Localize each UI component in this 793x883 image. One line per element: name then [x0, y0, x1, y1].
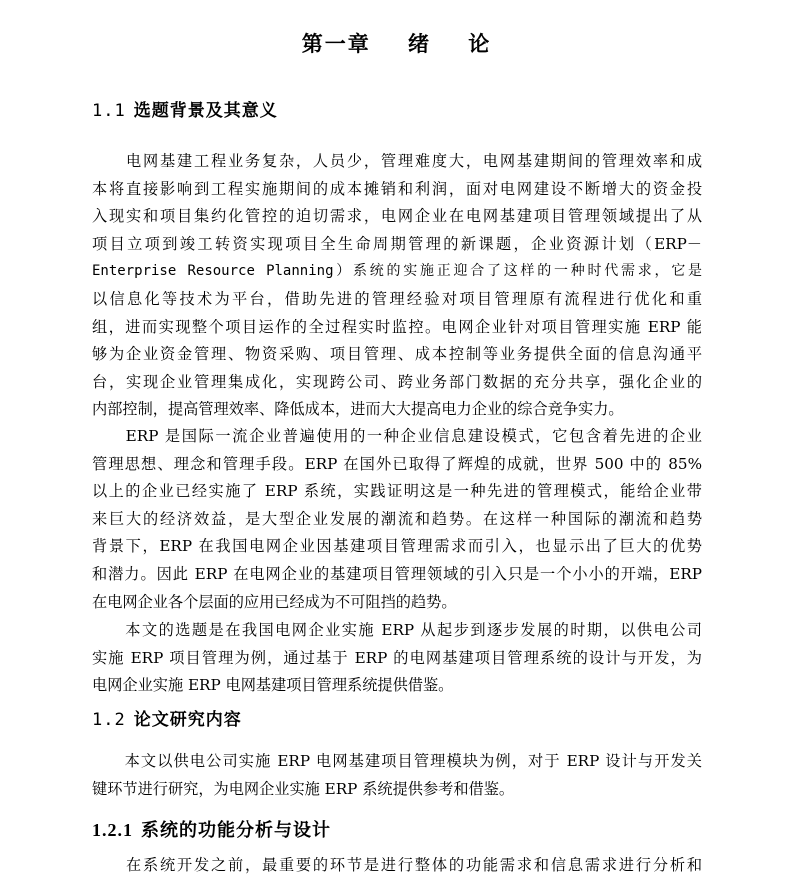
paragraph-line: 项目立项到竣工转资实现项目全生命周期管理的新课题，企业资源计划（ERP－	[92, 234, 702, 253]
paragraph-line: 在系统开发之前，最重要的环节是进行整体的功能需求和信息需求进行分析和	[92, 856, 702, 874]
section-title: 选题背景及其意义	[133, 101, 278, 121]
section-heading-1-2-1	[92, 816, 331, 842]
paragraph-line: 键环节进行研究，为电网企业实施 ERP 系统提供参考和借鉴。	[92, 779, 515, 798]
paragraph-line: 来巨大的经济效益，是大型企业发展的潮流和趋势。在这样一种国际的潮流和趋势	[92, 509, 702, 528]
paragraph-line: 入现实和项目集约化管控的迫切需求，电网企业在电网基建项目管理领域提出了从	[92, 207, 702, 226]
paragraph-line: 够为企业资金管理、物资采购、项目管理、成本控制等业务提供全面的信息沟通平	[92, 345, 702, 364]
paragraph-background	[92, 148, 702, 424]
paragraph-line: 台，实现企业管理集成化，实现跨公司、跨业务部门数据的充分共享，强化企业的	[92, 372, 702, 391]
section-heading-1-1	[92, 96, 278, 121]
section-number: 1.2.1	[92, 820, 133, 840]
paragraph-line: 本文的选题是在我国电网企业实施 ERP 从起步到逐步发展的时期，以供电公司	[92, 621, 702, 639]
section-number: 1.1	[92, 101, 126, 121]
paragraph-line: 在电网企业各个层面的应用已经成为不可阻挡的趋势。	[92, 592, 457, 611]
paragraph-line: 和潜力。因此 ERP 在电网企业的基建项目管理领域的引入只是一个小小的开端，ERP	[92, 564, 702, 583]
paragraph-research-content	[92, 748, 702, 803]
paragraph-line: 电网企业实施 ERP 电网基建项目管理系统提供借鉴。	[92, 676, 454, 695]
paragraph-erp-overview	[92, 423, 702, 616]
paragraph-line: 内部控制，提高管理效率、降低成本，进而大大提高电力企业的综合竞争实力。	[92, 400, 624, 419]
paragraph-line: ERP 是国际一流企业普遍使用的一种企业信息建设模式，它包含着先进的企业	[92, 427, 702, 445]
chapter-title: 第一章 绪 论	[301, 32, 492, 56]
section-title: 系统的功能分析与设计	[141, 820, 331, 841]
paragraph-line: Enterprise Resource Planning）系统的实施正迎合了这样的一种时代需求，它是	[92, 263, 702, 280]
paragraph-line: 背景下，ERP 在我国电网企业因基建项目管理需求而引入，也显示出了巨大的优势	[92, 537, 702, 556]
paragraph-line: 电网基建工程业务复杂，人员少，管理难度大，电网基建期间的管理效率和成	[92, 152, 702, 170]
section-heading-1-2	[92, 705, 242, 730]
paragraph-topic-selection	[92, 617, 702, 700]
paragraph-system-analysis	[92, 852, 702, 880]
paragraph-line: 管理思想、理念和管理手段。ERP 在国外已取得了辉煌的成就，世界 500 中的 85%	[92, 454, 702, 473]
section-number: 1.2	[92, 710, 126, 730]
paragraph-line: 以上的企业已经实施了 ERP 系统，实践证明这是一种先进的管理模式，能给企业带	[92, 482, 702, 501]
section-title: 论文研究内容	[133, 710, 242, 730]
paragraph-line: 本文以供电公司实施 ERP 电网基建项目管理模块为例，对于 ERP 设计与开发关	[92, 752, 702, 770]
paragraph-line: 本将直接影响到工程实施期间的成本摊销和利润，面对电网建设不断增大的资金投	[92, 179, 702, 198]
paragraph-line: 组，进而实现整个项目运作的全过程实时监控。电网企业针对项目管理实施 ERP 能	[92, 317, 702, 336]
paragraph-line: 以信息化等技术为平台，借助先进的管理经验对项目管理原有流程进行优化和重	[92, 289, 702, 308]
paragraph-line: 实施 ERP 项目管理为例，通过基于 ERP 的电网基建项目管理系统的设计与开发，为	[92, 648, 702, 667]
